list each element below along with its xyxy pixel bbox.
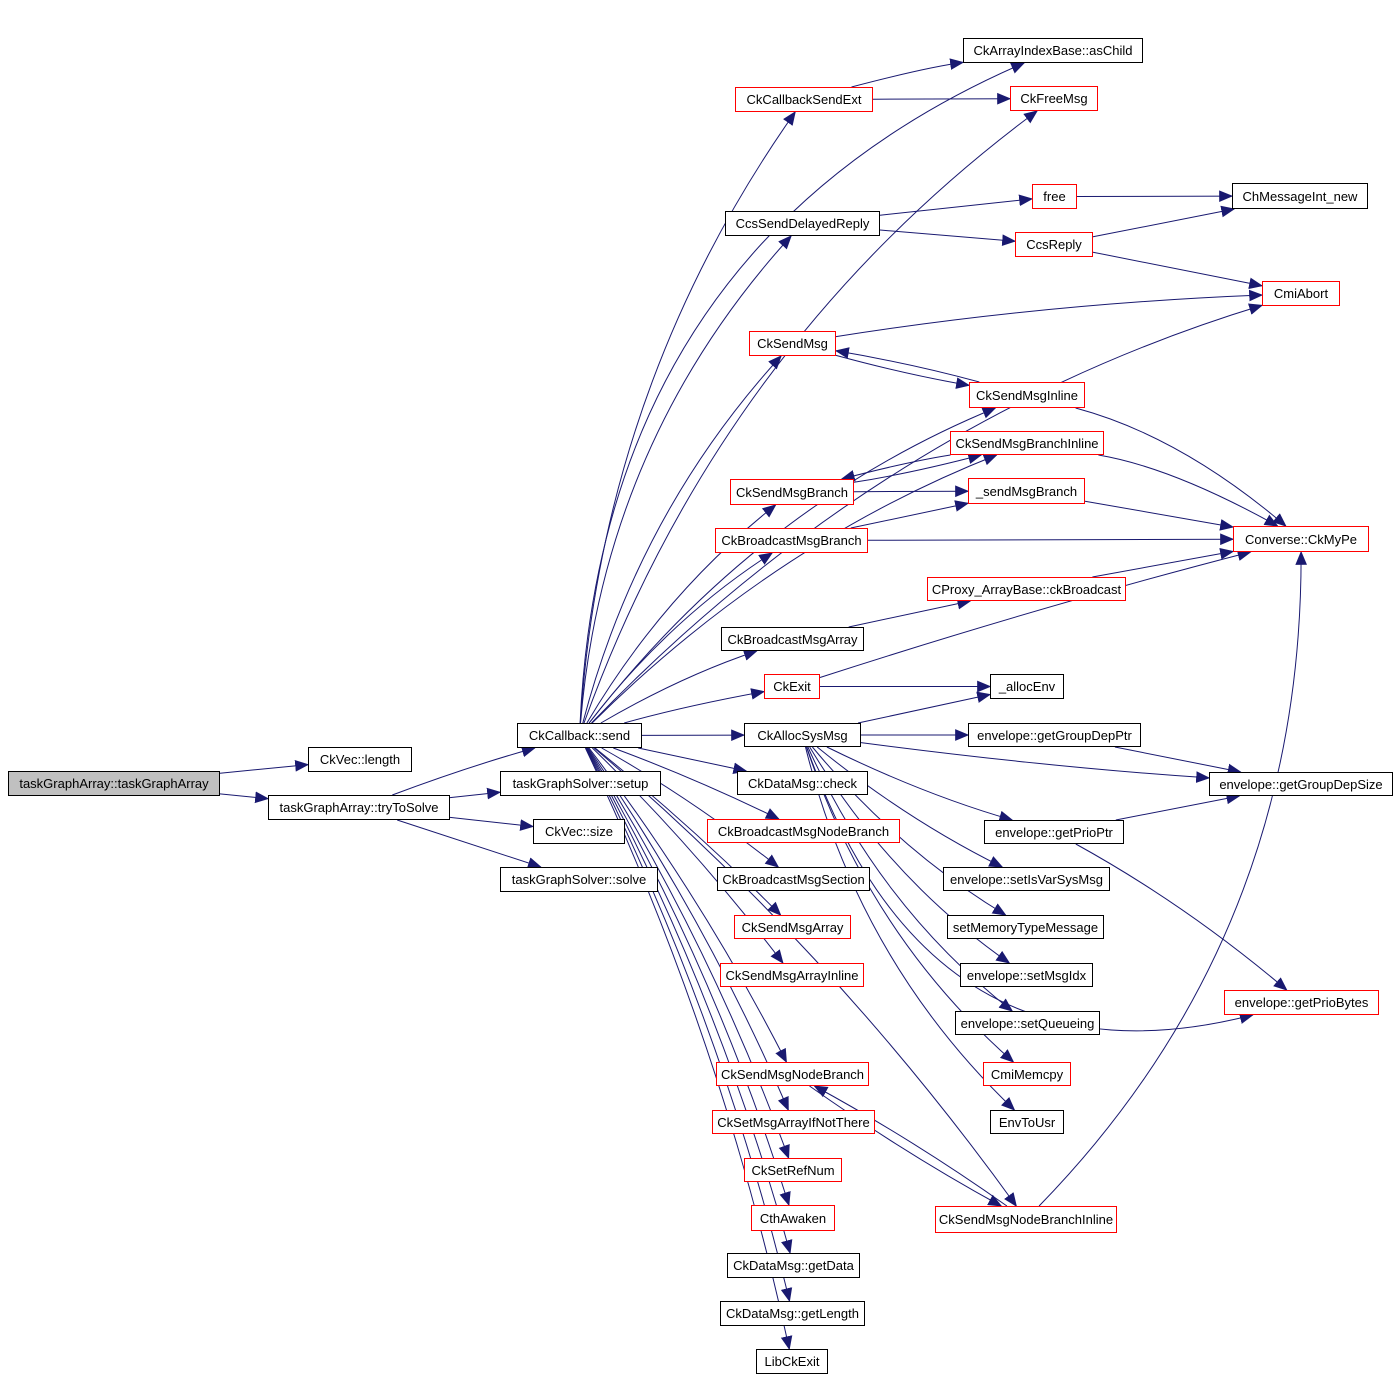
graph-node-getData[interactable]: CkDataMsg::getData: [727, 1253, 860, 1278]
graph-node-root: taskGraphArray::taskGraphArray: [8, 771, 220, 796]
graph-node-cmiAbort[interactable]: CmiAbort: [1262, 281, 1340, 306]
graph-node-setMsgIdx[interactable]: envelope::setMsgIdx: [960, 963, 1093, 987]
graph-node-chMsgInt[interactable]: ChMessageInt_new: [1232, 183, 1368, 209]
graph-node-nodeBranch[interactable]: CkSendMsgNodeBranch: [716, 1062, 869, 1086]
graph-node-send[interactable]: CkCallback::send: [517, 723, 642, 748]
graph-node-getGroupDepPtr[interactable]: envelope::getGroupDepPtr: [968, 723, 1141, 747]
graph-node-cthAwaken[interactable]: CthAwaken: [751, 1205, 835, 1231]
graph-node-nodeBranchInline[interactable]: CkSendMsgNodeBranchInline: [935, 1206, 1117, 1233]
graph-node-freeMsg[interactable]: CkFreeMsg: [1010, 86, 1098, 111]
graph-node-setup[interactable]: taskGraphSolver::setup: [500, 771, 661, 796]
graph-node-tryToSolve[interactable]: taskGraphArray::tryToSolve: [268, 795, 450, 820]
graph-node-getPrioPtr[interactable]: envelope::getPrioPtr: [984, 820, 1124, 844]
graph-node-setQueueing[interactable]: envelope::setQueueing: [955, 1011, 1100, 1035]
graph-node-ccsSendDelayed[interactable]: CcsSendDelayedReply: [725, 211, 880, 236]
graph-node-ckBroadcast[interactable]: CProxy_ArrayBase::ckBroadcast: [927, 577, 1126, 601]
graph-node-ckMyPe[interactable]: Converse::CkMyPe: [1233, 526, 1369, 552]
graph-node-sendMsgArray[interactable]: CkSendMsgArray: [734, 915, 851, 939]
graph-node-sendMsgBranch[interactable]: CkSendMsgBranch: [730, 479, 854, 505]
graph-node-cmiMemcpy[interactable]: CmiMemcpy: [983, 1062, 1071, 1086]
graph-node-bcastArray[interactable]: CkBroadcastMsgArray: [721, 627, 864, 651]
graph-node-free[interactable]: free: [1032, 184, 1077, 209]
graph-node-getPrioBytes[interactable]: envelope::getPrioBytes: [1224, 990, 1379, 1015]
graph-node-sendMsgBranch2[interactable]: _sendMsgBranch: [968, 478, 1085, 504]
graph-node-getGroupDepSize[interactable]: envelope::getGroupDepSize: [1209, 772, 1393, 796]
graph-node-setMsgArrayIfNotThere[interactable]: CkSetMsgArrayIfNotThere: [712, 1110, 875, 1134]
graph-node-size[interactable]: CkVec::size: [533, 819, 625, 844]
graph-node-sendMsgInline[interactable]: CkSendMsgInline: [969, 382, 1085, 408]
graph-node-ccsReply[interactable]: CcsReply: [1015, 232, 1093, 257]
graph-node-solve[interactable]: taskGraphSolver::solve: [500, 867, 658, 892]
graph-node-branchInline[interactable]: CkSendMsgBranchInline: [950, 431, 1104, 455]
graph-node-ckExit[interactable]: CkExit: [764, 674, 820, 699]
graph-node-getLength[interactable]: CkDataMsg::getLength: [720, 1301, 865, 1326]
graph-node-libCkExit[interactable]: LibCkExit: [756, 1349, 828, 1374]
graph-node-bcastBranch[interactable]: CkBroadcastMsgBranch: [715, 528, 868, 553]
graph-node-asChild[interactable]: CkArrayIndexBase::asChild: [963, 38, 1143, 63]
graph-node-setRefNum[interactable]: CkSetRefNum: [744, 1158, 842, 1182]
graph-node-sendExt[interactable]: CkCallbackSendExt: [735, 87, 873, 112]
graph-node-bcastSection[interactable]: CkBroadcastMsgSection: [717, 867, 870, 891]
graph-node-sendMsgArrayInline[interactable]: CkSendMsgArrayInline: [720, 963, 864, 987]
graph-node-check[interactable]: CkDataMsg::check: [737, 771, 868, 795]
graph-node-ckSendMsg[interactable]: CkSendMsg: [749, 331, 836, 356]
graph-node-setIsVarSysMsg[interactable]: envelope::setIsVarSysMsg: [943, 867, 1110, 891]
graph-node-bcastNodeBranch[interactable]: CkBroadcastMsgNodeBranch: [707, 819, 900, 843]
graph-node-setMemoryType[interactable]: setMemoryTypeMessage: [947, 915, 1104, 939]
graph-node-length[interactable]: CkVec::length: [308, 747, 412, 772]
graph-node-allocEnv[interactable]: _allocEnv: [990, 674, 1064, 699]
graph-node-allocSysMsg[interactable]: CkAllocSysMsg: [744, 723, 861, 747]
graph-node-envToUsr[interactable]: EnvToUsr: [990, 1110, 1064, 1134]
